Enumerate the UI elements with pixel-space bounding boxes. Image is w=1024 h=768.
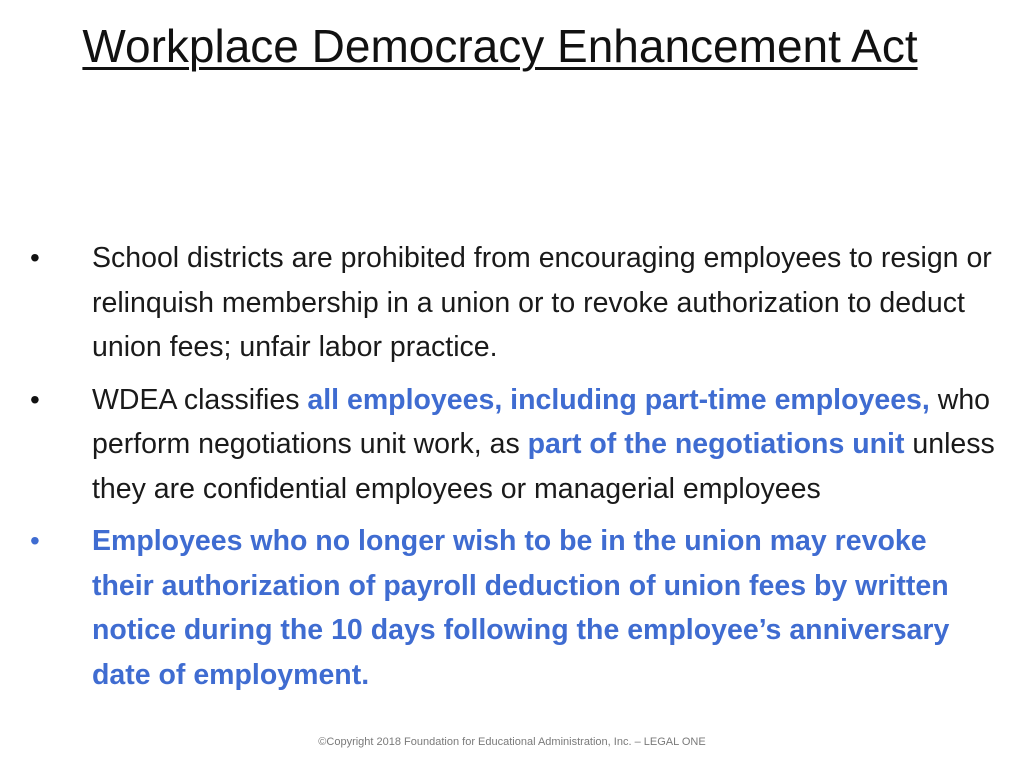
copyright-footer: ©Copyright 2018 Foundation for Educational Administration, Inc. – LEGAL ONE [318, 736, 706, 748]
bullet-text-part: who perform negotiations unit work, as [92, 383, 991, 460]
bullet-marker: • [30, 383, 40, 415]
slide-title [40, 18, 960, 74]
bullet-highlight: all employees, including part-time employees, [307, 383, 930, 416]
bullet-text: School districts are prohibited from encouraging employees to resign or relinquish membership in a union or to revoke authorization to deduct union fees; unfair labor practice. [92, 242, 992, 363]
bullet-text-part: unless they are confidential employees or managerial employees [92, 428, 995, 505]
bullet-list [30, 236, 995, 705]
bullet-highlight: part of the negotiations unit [527, 428, 905, 460]
bullet-text-part: WDEA classifies [92, 383, 308, 416]
bullet-item-1 [30, 236, 995, 370]
slide-title-text: Workplace Democracy Enhancement Act [82, 20, 918, 72]
bullet-item-2 [30, 378, 995, 512]
bullet-text: Employees who no longer wish to be in the union may revoke their authorization of payroll deduction of union fees by written notice during the 10 days following the employee’s anniversary date of employment. [92, 525, 950, 691]
bullet-marker: • [30, 525, 40, 556]
bullet-item-3 [30, 519, 995, 697]
bullet-marker: • [30, 242, 40, 273]
